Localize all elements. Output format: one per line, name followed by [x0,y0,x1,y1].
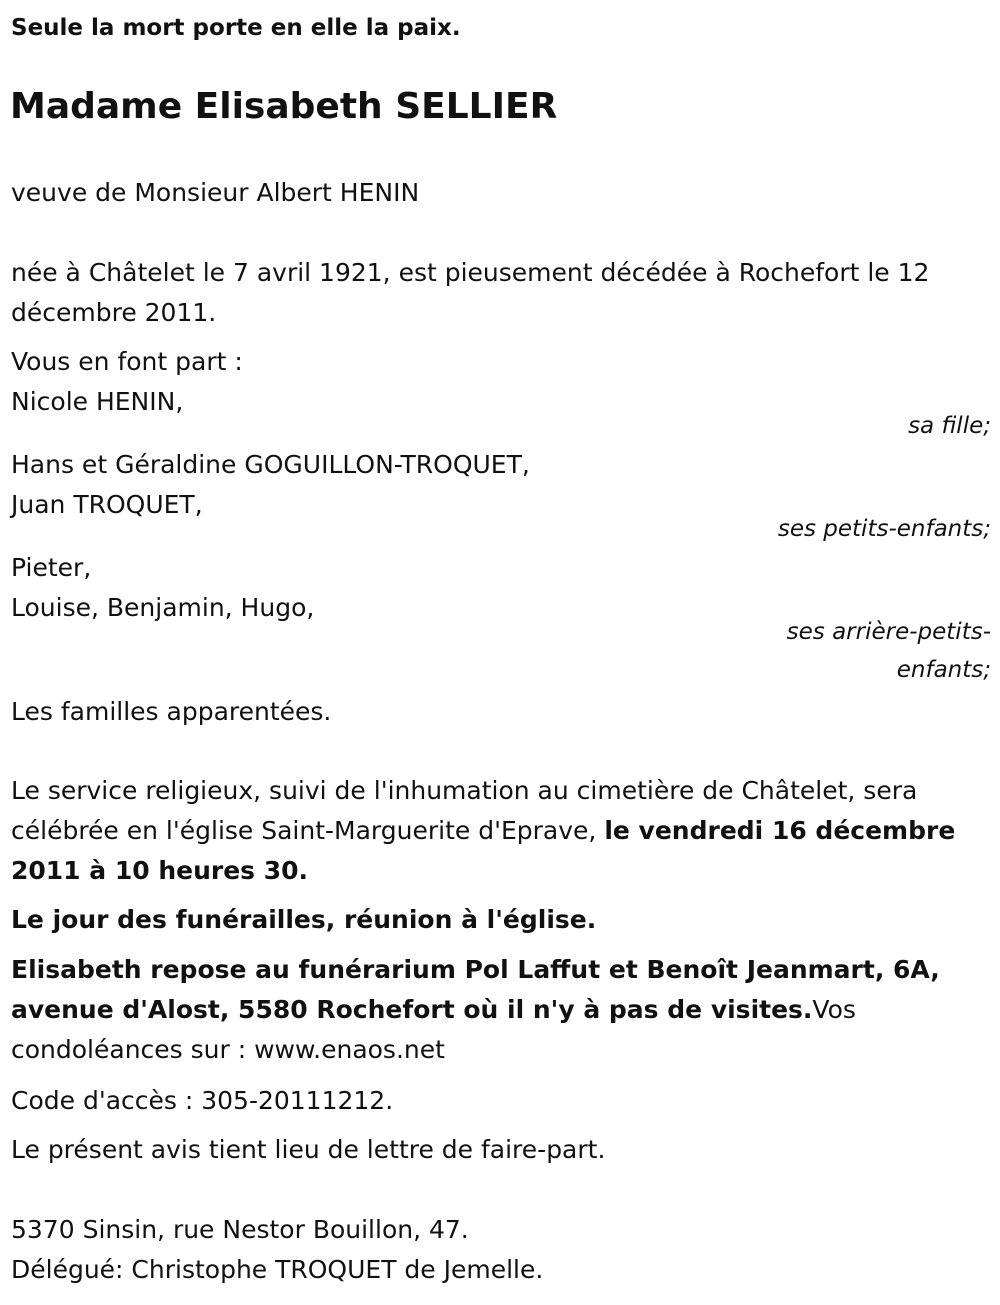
reunion-note: Le jour des funérailles, réunion à l'église. [11,905,597,934]
service-line-2 [11,811,955,851]
funerarium-line-2 [11,990,856,1030]
relation-daughter: sa fille; [908,413,991,439]
service-location: célébrée en l'église Saint-Marguerite d'Eprave, [11,816,605,845]
relation-great-grandchildren-2: enfants; [896,657,991,683]
notice-text: Le présent avis tient lieu de lettre de faire-part. [11,1135,606,1164]
relation-grandchildren: ses petits-enfants; [777,516,991,542]
address: 5370 Sinsin, rue Nestor Bouillon, 47. [11,1215,469,1244]
relation-great-grandchildren-1: ses arrière-petits- [786,619,991,645]
announcement-intro: Vous en font part : [11,347,243,376]
funerarium-line-1: Elisabeth repose au funérarium Pol Laffut et Benoît Jeanmart, 6A, [11,955,940,984]
relatives: Les familles apparentées. [11,697,332,726]
grandchild-name: Juan TROQUET, [11,490,203,519]
widow-of: veuve de Monsieur Albert HENIN [11,178,420,207]
condolences-line: condoléances sur : www.enaos.net [11,1035,445,1064]
funerarium-address: avenue d'Alost, 5580 Rochefort où il n'y à pas de visites. [11,995,813,1024]
great-grandchild-name: Louise, Benjamin, Hugo, [11,593,315,622]
access-code: Code d'accès : 305-20111212. [11,1086,394,1115]
epigraph: Seule la mort porte en elle la paix. [11,15,461,41]
condolences-start: Vos [812,995,856,1024]
great-grandchild-name: Pieter, [11,553,92,582]
deceased-name: Madame Elisabeth SELLIER [10,86,558,127]
service-time: 2011 à 10 heures 30. [11,856,309,885]
birth-death-line-2: décembre 2011. [11,298,217,327]
service-date: le vendredi 16 décembre [604,816,956,845]
service-line-1: Le service religieux, suivi de l'inhumation au cimetière de Châtelet, sera [11,776,918,805]
birth-death-line-1: née à Châtelet le 7 avril 1921, est pieusement décédée à Rochefort le 12 [11,258,930,287]
grandchild-name: Hans et Géraldine GOGUILLON-TROQUET, [11,450,530,479]
delegate: Délégué: Christophe TROQUET de Jemelle. [11,1255,544,1284]
daughter-name: Nicole HENIN, [11,387,184,416]
